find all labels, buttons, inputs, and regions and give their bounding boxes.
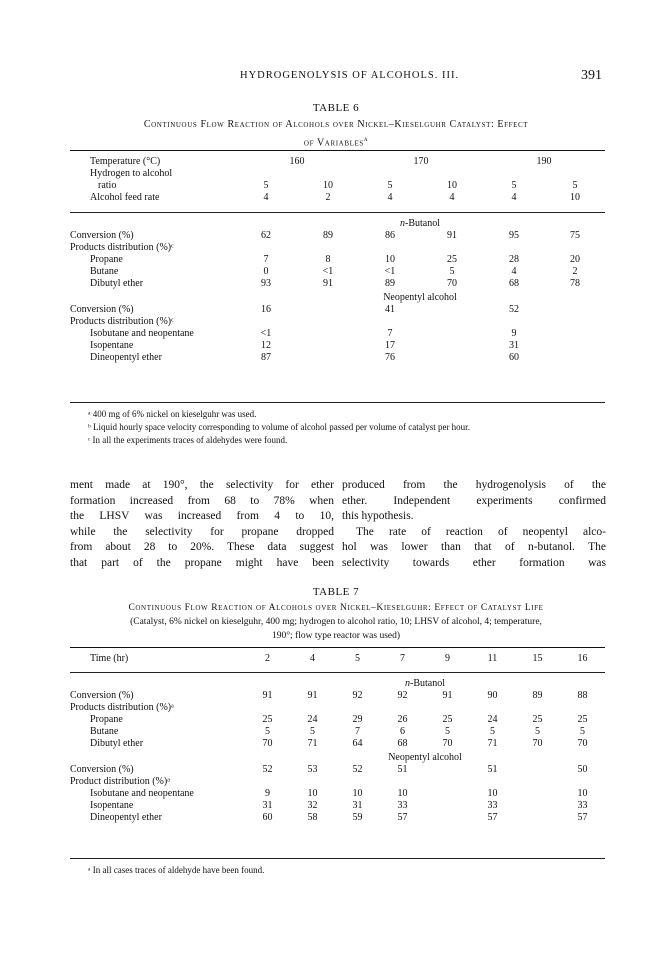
table7-label: TABLE 7 <box>312 586 360 598</box>
cell-value: <1 <box>384 266 396 277</box>
row-label: Products distribution (%)ᶜ <box>70 316 174 327</box>
body-line: ether. Independent experiments confirmed <box>342 494 606 507</box>
cell-value <box>425 702 470 714</box>
time-value: 4 <box>310 653 315 664</box>
cell-value: 95 <box>509 230 519 241</box>
cell-value <box>425 812 470 824</box>
feed-label: Alcohol feed rate <box>90 192 160 203</box>
empty-cell <box>297 328 359 340</box>
temp-190: 190 <box>536 156 552 167</box>
empty-cell <box>545 340 605 352</box>
row-label: Dineopentyl ether <box>90 352 162 363</box>
table7-section-neopentyl: Neopentyl alcohol <box>388 752 462 763</box>
cell-value: 5 <box>449 266 455 277</box>
cell-value: 25 <box>262 714 273 725</box>
body-line: the LHSV was increased from 4 to 10, <box>70 510 334 522</box>
body-line: ment made at 190°, the selectivity for ether <box>70 479 334 491</box>
feed-value: 4 <box>387 192 393 203</box>
cell-value: 41 <box>385 304 395 315</box>
cell-value: 5 <box>445 726 450 737</box>
cell-value: 25 <box>532 714 543 725</box>
cell-value <box>290 776 335 788</box>
cell-value <box>335 702 380 714</box>
cell-value: <1 <box>260 328 272 339</box>
body-line: selectivity towards ether formation was <box>342 556 606 569</box>
cell-value: 76 <box>385 352 395 363</box>
cell-value: 70 <box>447 278 457 289</box>
table7-caption-line2: (Catalyst, 6% nickel on kieselguhr, 400 mg; hydrogen to alcohol ratio, 10; LHSV of alcohol, 4; temperature, <box>130 617 542 627</box>
table6-footnote-b: ᵇ Liquid hourly space velocity corresponding to volume of alcohol passed per volume of catalyst per hour. <box>88 422 470 432</box>
cell-value <box>470 776 515 788</box>
cell-value: 16 <box>261 304 271 315</box>
cell-value: 89 <box>532 690 543 701</box>
cell-value <box>359 316 421 328</box>
cell-value: 57 <box>577 812 588 823</box>
empty-cell <box>421 328 483 340</box>
cell-value: 51 <box>487 764 498 775</box>
cell-value: 10 <box>352 788 363 799</box>
body-column-left <box>70 478 334 571</box>
cell-value: 10 <box>385 254 395 265</box>
body-line: while the selectivity for propane dropped <box>70 525 334 538</box>
time-value: 7 <box>400 653 405 664</box>
cell-value: 53 <box>307 764 318 775</box>
cell-value <box>515 788 560 800</box>
table-row <box>70 340 605 352</box>
cell-value: 89 <box>385 278 395 289</box>
cell-value <box>359 242 421 254</box>
table-row <box>70 738 605 750</box>
cell-value: 52 <box>509 304 519 315</box>
row-label: Isopentane <box>90 340 134 351</box>
row-label: Isopentane <box>90 800 134 811</box>
page-number: 391 <box>581 68 602 83</box>
row-label: Conversion (%) <box>70 230 134 241</box>
time-value: 15 <box>532 653 543 664</box>
cell-value: 91 <box>442 690 453 701</box>
ratio-value: 10 <box>323 180 333 191</box>
row-label: Dibutyl ether <box>90 278 144 289</box>
row-label: Products distribution (%)ᵃ <box>70 702 174 713</box>
cell-value: 92 <box>352 690 363 701</box>
cell-value: 52 <box>262 764 273 775</box>
cell-value <box>421 242 483 254</box>
cell-value: 4 <box>511 266 517 277</box>
cell-value: 60 <box>262 812 273 823</box>
cell-value <box>425 800 470 812</box>
cell-value: 90 <box>487 690 498 701</box>
table7-section-butanol: n-Butanol <box>405 678 445 689</box>
time-label: Time (hr) <box>90 653 129 664</box>
cell-value: 25 <box>577 714 588 725</box>
cell-value: 70 <box>577 738 588 749</box>
body-line: The rate of reaction of neopentyl alco- <box>356 525 606 538</box>
row-label: Isobutane and neopentane <box>90 788 194 799</box>
cell-value: 20 <box>570 254 580 265</box>
table6-top-rule <box>70 150 605 151</box>
table6-footnote-c: ᶜ In all the experiments traces of aldehydes were found. <box>88 435 288 445</box>
ratio-row <box>70 180 605 192</box>
running-head <box>0 70 672 90</box>
cell-value <box>425 788 470 800</box>
cell-value: 25 <box>442 714 453 725</box>
temperature-label: Temperature (°C) <box>90 156 161 167</box>
cell-value <box>245 776 290 788</box>
temp-160: 160 <box>289 156 305 167</box>
cell-value: 86 <box>385 230 395 241</box>
cell-value: 59 <box>352 812 363 823</box>
time-value: 16 <box>577 653 588 664</box>
table-row <box>70 690 605 702</box>
table-row <box>70 352 605 364</box>
cell-value: 70 <box>442 738 453 749</box>
table-row <box>70 254 605 266</box>
table6-footnote-a: ᵃ 400 mg of 6% nickel on kieselguhr was used. <box>88 409 257 419</box>
cell-value: 9 <box>265 788 270 799</box>
cell-value: 6 <box>400 726 405 737</box>
hydrogen-label-1: Hydrogen to alcohol <box>90 168 173 179</box>
cell-value: 12 <box>261 340 271 351</box>
table-row <box>70 702 605 714</box>
cell-value <box>515 764 560 776</box>
ratio-value: 10 <box>447 180 457 191</box>
row-label: Propane <box>90 254 123 265</box>
time-value: 11 <box>487 653 498 664</box>
feed-value: 4 <box>449 192 455 203</box>
table-row <box>70 714 605 726</box>
cell-value <box>297 242 359 254</box>
cell-value: 78 <box>570 278 580 289</box>
cell-value: <1 <box>322 266 334 277</box>
cell-value: 91 <box>447 230 457 241</box>
cell-value: 31 <box>509 340 519 351</box>
table7-caption-line3: 190°; flow type reactor was used) <box>271 631 401 641</box>
cell-value <box>380 776 425 788</box>
cell-value <box>425 776 470 788</box>
empty-cell <box>297 304 359 316</box>
cell-value: 89 <box>323 230 333 241</box>
cell-value: 33 <box>397 800 408 811</box>
table-row <box>70 316 605 328</box>
feed-value: 4 <box>263 192 269 203</box>
ratio-value: 5 <box>387 180 393 191</box>
hydrogen-label-2: ratio <box>98 180 117 191</box>
cell-value <box>515 702 560 714</box>
table6-section-butanol: n-Butanol <box>400 218 440 229</box>
cell-value: 5 <box>310 726 315 737</box>
row-label: Propane <box>90 714 123 725</box>
cell-value: 92 <box>397 690 408 701</box>
table6-header <box>70 156 605 204</box>
table6-header-rule <box>70 212 605 213</box>
cell-value: 31 <box>352 800 363 811</box>
cell-value <box>470 702 515 714</box>
table7-top-rule <box>70 647 605 648</box>
feed-row <box>70 192 605 204</box>
cell-value: 68 <box>509 278 519 289</box>
cell-value <box>290 702 335 714</box>
cell-value: 5 <box>265 726 270 737</box>
row-label: Butane <box>90 266 119 277</box>
cell-value: 10 <box>577 788 588 799</box>
body-column-right <box>342 478 606 571</box>
cell-value: 64 <box>352 738 363 749</box>
table-row <box>70 776 605 788</box>
row-label: Dibutyl ether <box>90 738 144 749</box>
row-label: Dineopentyl ether <box>90 812 162 823</box>
table6-label: TABLE 6 <box>312 102 360 114</box>
cell-value: 57 <box>487 812 498 823</box>
cell-value <box>515 812 560 824</box>
row-label: Products distribution (%)ᶜ <box>70 242 174 253</box>
table-row <box>70 764 605 776</box>
cell-value: 5 <box>535 726 540 737</box>
empty-cell <box>297 340 359 352</box>
body-line: hol was lower than that of n-butanol. The <box>342 541 606 553</box>
cell-value: 91 <box>262 690 273 701</box>
cell-value: 58 <box>307 812 318 823</box>
table-row <box>70 266 605 278</box>
table6-caption-line1: Continuous Flow Reaction of Alcohols over Nickel–Kieselguhr Catalyst: Effect <box>143 119 529 130</box>
table-row <box>70 230 605 242</box>
body-line: this hypothesis. <box>342 510 414 522</box>
table7-caption-line1: Continuous Flow Reaction of Alcohols over Nickel–Kieselguhr: Effect of Catalyst Life <box>128 603 544 613</box>
cell-value: 29 <box>352 714 363 725</box>
empty-cell <box>421 340 483 352</box>
table7-footnote: ᵃ In all cases traces of aldehyde have been found. <box>88 865 265 875</box>
feed-value: 4 <box>511 192 517 203</box>
temp-170: 170 <box>413 156 429 167</box>
table6-section-neopentyl: Neopentyl alcohol <box>383 292 457 303</box>
cell-value <box>545 242 605 254</box>
table7-header-rule <box>70 672 605 673</box>
row-label: Isobutane and neopentane <box>90 328 194 339</box>
empty-cell <box>297 352 359 364</box>
body-line: that part of the propane might have been <box>70 556 334 569</box>
table6-caption-line2: of Variables$^a$ <box>303 135 369 149</box>
table7-body <box>70 678 605 824</box>
cell-value: 91 <box>323 278 333 289</box>
cell-value <box>380 702 425 714</box>
cell-value: 33 <box>577 800 588 811</box>
table-row <box>70 278 605 290</box>
cell-value: 70 <box>532 738 543 749</box>
cell-value: 5 <box>580 726 585 737</box>
temperature-row <box>70 156 605 168</box>
empty-cell <box>421 304 483 316</box>
running-head-title: HYDROGENOLYSIS OF ALCOHOLS. III. <box>240 70 460 81</box>
empty-cell <box>421 316 483 328</box>
time-value: 5 <box>355 653 360 664</box>
cell-value: 33 <box>487 800 498 811</box>
cell-value: 50 <box>577 764 588 775</box>
row-label: Product distribution (%)ᵃ <box>70 776 170 787</box>
time-value: 9 <box>445 653 450 664</box>
empty-cell <box>421 352 483 364</box>
cell-value: 10 <box>397 788 408 799</box>
cell-value: 57 <box>397 812 408 823</box>
cell-value: 68 <box>397 738 408 749</box>
cell-value <box>335 776 380 788</box>
row-label: Butane <box>90 726 119 737</box>
cell-value <box>483 316 545 328</box>
cell-value: 70 <box>262 738 273 749</box>
feed-value: 2 <box>325 192 331 203</box>
table-row <box>70 800 605 812</box>
ratio-value: 5 <box>572 180 578 191</box>
feed-value: 10 <box>570 192 580 203</box>
table-row <box>70 812 605 824</box>
cell-value: 25 <box>447 254 457 265</box>
cell-value: 32 <box>307 800 318 811</box>
cell-value: 17 <box>385 340 395 351</box>
cell-value <box>560 702 605 714</box>
row-label: Conversion (%) <box>70 690 134 701</box>
body-line: formation increased from 68 to 78% when <box>70 494 334 507</box>
cell-value: 24 <box>307 714 318 725</box>
table-row <box>70 788 605 800</box>
cell-value <box>425 764 470 776</box>
empty-cell <box>545 316 605 328</box>
table-row <box>70 328 605 340</box>
row-label: Conversion (%) <box>70 304 134 315</box>
empty-cell <box>545 304 605 316</box>
body-line: from about 28 to 20%. These data suggest <box>70 541 334 553</box>
table6-bottom-rule <box>70 402 605 403</box>
cell-value: 93 <box>261 278 271 289</box>
cell-value: 52 <box>352 764 363 775</box>
cell-value <box>483 242 545 254</box>
row-label: Conversion (%) <box>70 764 134 775</box>
cell-value: 0 <box>263 266 269 277</box>
cell-value: 62 <box>261 230 271 241</box>
cell-value: 31 <box>262 800 273 811</box>
body-line: produced from the hydrogenolysis of the <box>342 479 606 491</box>
cell-value: 71 <box>487 738 498 749</box>
cell-value: 10 <box>307 788 318 799</box>
table-row <box>70 242 605 254</box>
table6-body <box>70 218 605 364</box>
cell-value: 2 <box>572 266 578 277</box>
empty-cell <box>545 328 605 340</box>
cell-value: 91 <box>307 690 318 701</box>
cell-value: 26 <box>397 714 408 725</box>
cell-value: 9 <box>511 328 517 339</box>
table-row <box>70 726 605 738</box>
cell-value: 24 <box>487 714 498 725</box>
cell-value: 7 <box>387 328 393 339</box>
cell-value: 60 <box>509 352 519 363</box>
time-value: 2 <box>265 653 270 664</box>
ratio-value: 5 <box>511 180 517 191</box>
empty-cell <box>297 316 359 328</box>
cell-value: 8 <box>325 254 331 265</box>
cell-value <box>235 316 297 328</box>
cell-value: 7 <box>355 726 360 737</box>
cell-value <box>515 776 560 788</box>
table7-header <box>70 653 605 665</box>
ratio-value: 5 <box>263 180 269 191</box>
cell-value <box>235 242 297 254</box>
cell-value: 5 <box>490 726 495 737</box>
cell-value <box>560 776 605 788</box>
cell-value: 88 <box>577 690 588 701</box>
table7-bottom-rule <box>70 858 605 859</box>
cell-value: 75 <box>570 230 580 241</box>
empty-cell <box>545 352 605 364</box>
cell-value: 28 <box>509 254 519 265</box>
cell-value: 10 <box>487 788 498 799</box>
cell-value: 71 <box>307 738 318 749</box>
table-row <box>70 304 605 316</box>
cell-value: 51 <box>397 764 408 775</box>
cell-value: 7 <box>263 254 269 265</box>
cell-value: 87 <box>261 352 271 363</box>
cell-value <box>245 702 290 714</box>
cell-value <box>515 800 560 812</box>
